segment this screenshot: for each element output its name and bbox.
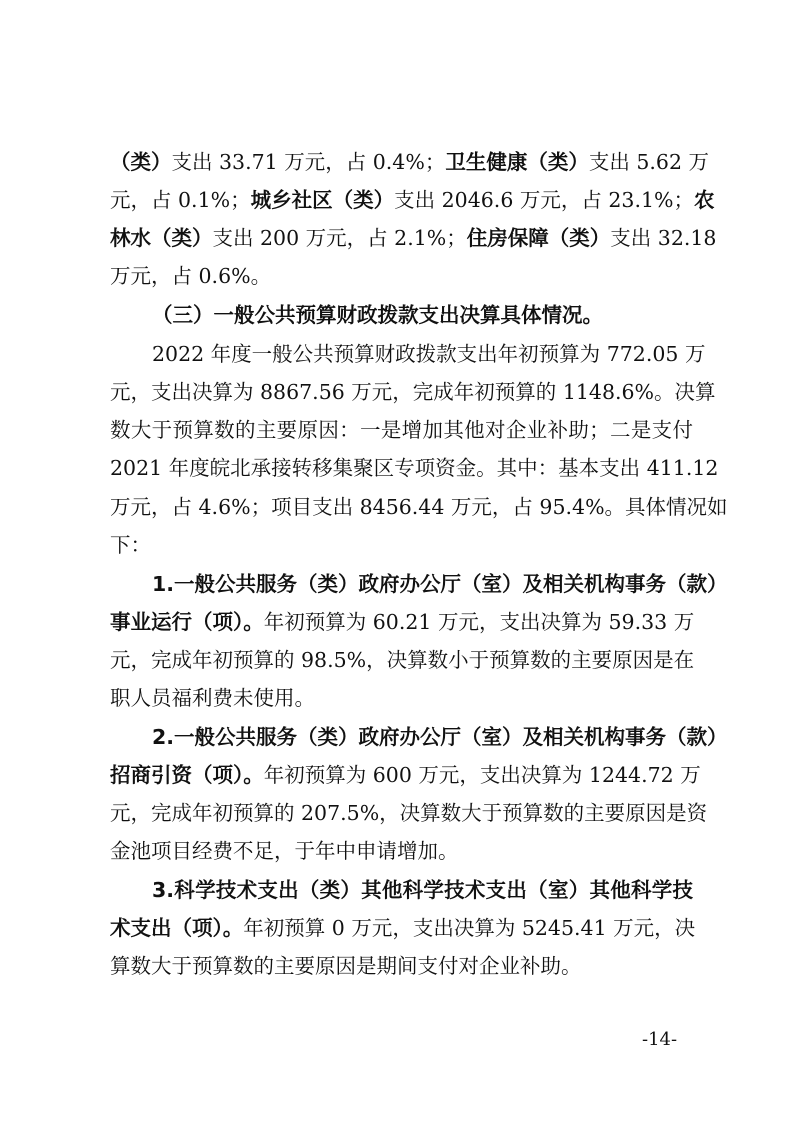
body-text: 2021 年度皖北承接转移集聚区专项资金。其中：基本支出 411.12 (110, 456, 719, 480)
text-line-15 (110, 679, 693, 717)
text-line-3 (110, 219, 717, 257)
bold-text: 住房保障（类） (466, 226, 611, 250)
text-line-22 (110, 947, 693, 985)
text-line-14 (110, 641, 693, 679)
bold-text: 林水（类） (110, 226, 213, 250)
text-line-10 (110, 488, 728, 526)
body-text: 职人员福利费未使用。 (110, 686, 315, 710)
item-1-heading (152, 565, 728, 603)
text-line-7 (110, 373, 716, 411)
page-number: -14- (642, 1029, 678, 1050)
bold-text: 事业运行（项）。 (110, 610, 264, 634)
bold-text: 1.一般公共服务（类）政府办公厅（室）及相关机构事务（款） (152, 572, 728, 596)
body-text: 元，完成年初预算的 98.5%，决算数小于预算数的主要原因是在 (110, 648, 695, 672)
bold-text: （类） (110, 150, 172, 174)
body-text: 元，完成年初预算的 207.5%，决算数大于预算数的主要原因是资 (110, 801, 708, 825)
body-text: 年初预算 0 万元，支出决算为 5245.41 万元，决 (243, 916, 696, 940)
text-line-17 (110, 756, 701, 794)
body-text: 支出 2046.6 万元，占 23.1%； (394, 188, 695, 212)
text-line-1 (110, 143, 710, 181)
item-2-heading (152, 718, 728, 756)
body-text: 年初预算为 60.21 万元，支出决算为 59.33 万 (263, 610, 695, 634)
text-line-13 (110, 603, 693, 641)
item-3-heading (152, 871, 693, 909)
bold-text: 3.科学技术支出（类）其他科学技术支出（室）其他科学技 (152, 878, 693, 902)
text-line-8 (110, 411, 693, 449)
body-text: 算数大于预算数的主要原因是期间支付对企业补助。 (110, 954, 582, 978)
body-text: 元，占 0.1%； (110, 188, 251, 212)
body-text: 金池项目经费不足，于年中申请增加。 (110, 839, 459, 863)
body-text: 支出 33.71 万元，占 0.4%； (171, 150, 446, 174)
section-heading (152, 296, 693, 334)
text-line-19 (110, 832, 693, 870)
body-text: 支出 5.62 万 (588, 150, 710, 174)
body-text: 元，支出决算为 8867.56 万元，完成年初预算的 1148.6%。决算 (110, 380, 716, 404)
bold-text: 招商引资（项）。 (110, 763, 264, 787)
text-line-11 (110, 526, 693, 564)
text-line-9 (110, 449, 719, 487)
body-text: 万元，占 0.6%。 (110, 264, 272, 288)
body-text: 年初预算为 600 万元，支出决算为 1244.72 万 (263, 763, 701, 787)
body-text: 数大于预算数的主要原因：一是增加其他对企业补助；二是支付 (110, 418, 693, 442)
text-line-6 (152, 335, 706, 373)
bold-text: 术支出（项）。 (110, 916, 244, 940)
body-text: 下： (110, 533, 151, 557)
bold-text: 卫生健康（类） (445, 150, 589, 174)
text-line-18 (110, 794, 708, 832)
bold-text: 2.一般公共服务（类）政府办公厅（室）及相关机构事务（款） (152, 725, 728, 749)
body-text: 万元，占 4.6%；项目支出 8456.44 万元，占 95.4%。具体情况如 (110, 495, 728, 519)
bold-text: 农 (694, 188, 715, 212)
body-text: 支出 32.18 (610, 226, 717, 250)
body-text: 2022 年度一般公共预算财政拨款支出年初预算为 772.05 万 (152, 342, 706, 366)
text-line-21 (110, 909, 696, 947)
bold-text: 城乡社区（类） (250, 188, 395, 212)
body-text: 支出 200 万元，占 2.1%； (212, 226, 467, 250)
heading-text: （三）一般公共预算财政拨款支出决算具体情况。 (152, 303, 603, 327)
text-line-2 (110, 181, 715, 219)
text-line-4 (110, 257, 693, 295)
